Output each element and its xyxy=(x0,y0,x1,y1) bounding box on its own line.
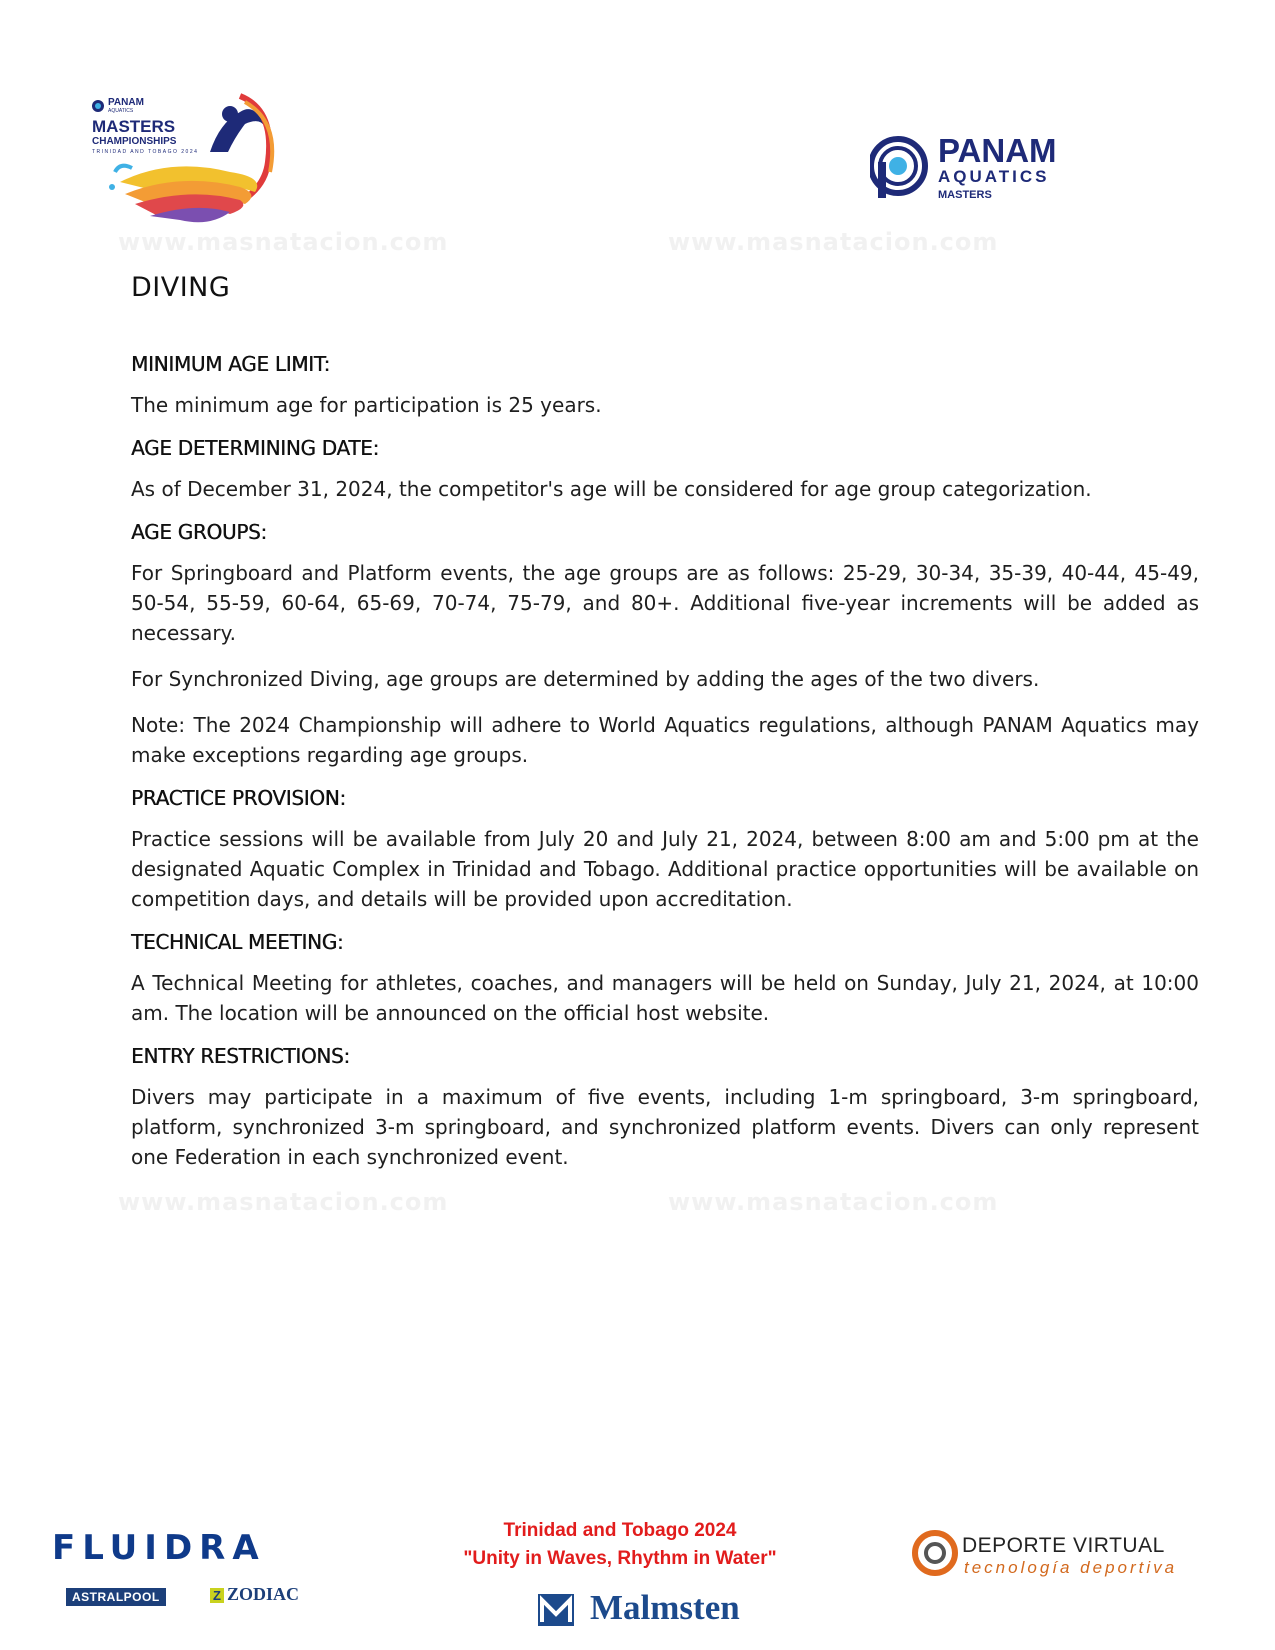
malmsten-logo: Malmsten xyxy=(590,1588,740,1627)
deporte-virtual-icon xyxy=(912,1530,958,1576)
footer-slogan-location: Trinidad and Tobago 2024 xyxy=(503,1520,737,1541)
section-heading: AGE GROUPS: xyxy=(131,520,267,544)
footer-slogan-motto: "Unity in Waves, Rhythm in Water" xyxy=(463,1548,777,1569)
malmsten-icon xyxy=(536,1590,576,1630)
panam-aquatics-masters-logo xyxy=(870,132,1110,212)
watermark: www.masnatacion.com xyxy=(668,1188,999,1216)
watermark: www.masnatacion.com xyxy=(118,228,449,256)
section-paragraph: For Springboard and Platform events, the age groups are as follows: 25-29, 30-34, 35-39, 40-44, 45-49, 50-54, 55-59, 60-64, 65-69, 70-74, 75-79, and 80+. Additional five-year increments will be added as necessary. xyxy=(131,561,1199,645)
section-paragraph: Divers may participate in a maximum of five events, including 1-m springboard, 3-m springboard, platform, synchronized 3-m springboard, and synchronized platform events. Divers can only represent one Federation in each synchronized event. xyxy=(131,1085,1199,1169)
section-paragraph: Note: The 2024 Championship will adhere to World Aquatics regulations, although PANAM Aquatics may make exceptions regarding age groups. xyxy=(131,713,1199,767)
section-minimum-age xyxy=(131,352,1199,420)
watermark: www.masnatacion.com xyxy=(118,1188,449,1216)
masters-championships-logo xyxy=(90,92,290,232)
section-heading: ENTRY RESTRICTIONS: xyxy=(131,1044,350,1068)
logo-text-aquatics: AQUATICS xyxy=(108,108,134,114)
section-paragraph: A Technical Meeting for athletes, coaches, and managers will be held on Sunday, July 21, 2024, at 10:00 am. The location will be announced on the official host website. xyxy=(131,971,1199,1025)
section-paragraph: For Synchronized Diving, age groups are determined by adding the ages of the two divers. xyxy=(131,667,1040,691)
section-heading: TECHNICAL MEETING: xyxy=(131,930,344,954)
page-title: DIVING xyxy=(131,272,231,303)
deporte-virtual-name: DEPORTE VIRTUAL xyxy=(962,1534,1165,1557)
logo-text-masters: MASTERS xyxy=(92,117,176,136)
section-paragraph: The minimum age for participation is 25 years. xyxy=(131,393,602,417)
logo-text-panam: PANAM xyxy=(108,97,144,108)
panam-logo-text: PANAM xyxy=(938,132,1057,169)
logo-text-championships: CHAMPIONSHIPS xyxy=(92,136,177,147)
zodiac-z-icon: Z xyxy=(210,1588,224,1603)
fluidra-logo: FLUIDRA xyxy=(52,1528,266,1568)
section-heading: AGE DETERMINING DATE: xyxy=(131,436,379,460)
section-paragraph: As of December 31, 2024, the competitor's age will be considered for age group categorization. xyxy=(131,477,1092,501)
zodiac-logo xyxy=(210,1584,299,1605)
section-practice-provision xyxy=(131,786,1199,914)
masters-logo-text: MASTERS xyxy=(938,189,992,201)
astralpool-logo: ASTRALPOOL xyxy=(66,1588,166,1606)
section-paragraph: Practice sessions will be available from July 20 and July 21, 2024, between 8:00 am and 5:00 pm at the designated Aquatic Complex in Trinidad and Tobago. Additional practice opportunities will be available on competition days, and details will be provided upon accreditation. xyxy=(131,827,1199,911)
section-entry-restrictions xyxy=(131,1044,1199,1172)
section-heading: PRACTICE PROVISION: xyxy=(131,786,346,810)
watermark: www.masnatacion.com xyxy=(668,228,999,256)
zodiac-text: ZODIAC xyxy=(226,1584,299,1604)
section-age-groups xyxy=(131,520,1199,770)
logo-text-location: TRINIDAD AND TOBAGO 2024 xyxy=(92,149,199,155)
section-age-determining-date xyxy=(131,436,1199,504)
section-technical-meeting xyxy=(131,930,1199,1028)
aquatics-logo-text: AQUATICS xyxy=(938,167,1050,186)
section-heading: MINIMUM AGE LIMIT: xyxy=(131,352,330,376)
deporte-virtual-tagline: tecnología deportiva xyxy=(964,1558,1178,1577)
document-body xyxy=(131,352,1199,1188)
